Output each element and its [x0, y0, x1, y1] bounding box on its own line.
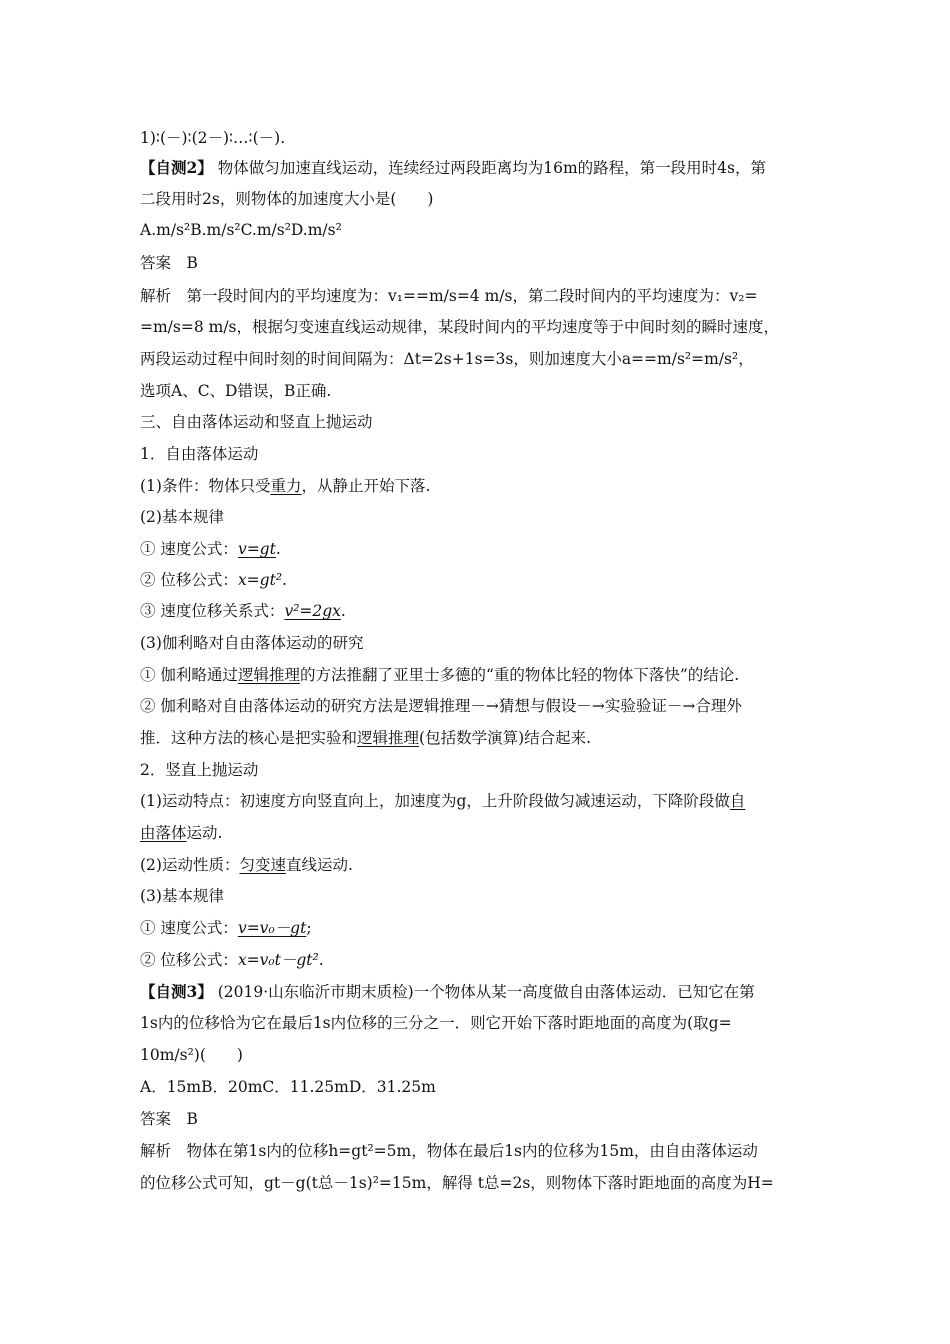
self-test-tag: 【自测2】: [140, 158, 213, 177]
analysis-line: 解析 第一段时间内的平均速度为：v₁==m/s=4 m/s，第二段时间内的平均速度为：v₂=: [140, 287, 758, 305]
answer-line: 答案 B: [140, 254, 198, 272]
subsection-heading: 2．竖直上抛运动: [140, 761, 259, 779]
fill-blank: v=gt: [237, 540, 276, 558]
text-line: [140, 665, 739, 685]
answer-options: A.m/s²B.m/s²C.m/s²D.m/s²: [140, 221, 342, 239]
text-span: (2)运动性质：: [140, 856, 240, 874]
subsection-heading: 1．自由落体运动: [140, 445, 259, 463]
text-span: 运动.: [186, 824, 223, 842]
text-span: (1)条件：物体只受: [140, 477, 271, 495]
text-line: ② 伽利略对自由落体运动的研究方法是逻辑推理－→猜想与假设－→实验验证－→合理外: [140, 697, 742, 715]
self-test-3-question: [140, 982, 755, 1002]
text-line: 1)∶(－)∶(2－)∶…∶(－).: [140, 129, 286, 147]
text-span: 物体做匀加速直线运动，连续经过两段距离均为16m的路程，第一段用时4s，第: [212, 159, 766, 177]
self-test-2-question: [140, 158, 766, 178]
text-span: (包括数学演算)结合起来.: [419, 729, 592, 747]
formula: x=gt²: [237, 571, 283, 589]
text-line: [140, 476, 430, 496]
text-span: 直线运动.: [285, 856, 353, 874]
text-span: ② 位移公式：: [140, 571, 238, 589]
text-line: (3)基本规律: [140, 887, 224, 905]
analysis-line: 解析 物体在第1s内的位移h=gt²=5m，物体在最后1s内的位移为15m，由自由落体运动: [140, 1142, 758, 1160]
formula: x=v₀t－gt²: [237, 951, 319, 969]
text-line: (2)基本规律: [140, 508, 224, 526]
text-span: .: [318, 951, 324, 969]
text-span: ③ 速度位移关系式：: [140, 602, 285, 620]
answer-line: 答案 B: [140, 1110, 198, 1128]
formula-line: [140, 918, 312, 938]
text-line: 1s内的位移恰为它在最后1s内位移的三分之一．则它开始下落时距地面的高度为(取g=: [140, 1014, 732, 1032]
answer-options: A．15mB．20mC．11.25mD．31.25m: [140, 1078, 436, 1096]
fill-blank: 逻辑推理: [237, 666, 300, 684]
text-line: [140, 728, 591, 748]
text-span: .: [340, 602, 346, 620]
fill-blank: 由落体: [140, 824, 187, 842]
fill-blank: v²=2gx: [284, 602, 341, 620]
formula-line: [140, 950, 324, 970]
text-span: .: [275, 540, 281, 558]
text-span: 的方法推翻了亚里士多德的“重的物体比轻的物体下落快”的结论.: [299, 666, 740, 684]
text-line: 两段运动过程中间时刻的时间间隔为：Δt=2s+1s=3s，则加速度大小a==m/s²=m/s²，: [140, 350, 754, 368]
section-heading: 三、自由落体运动和竖直上抛运动: [140, 413, 373, 431]
text-span: ① 伽利略通过: [140, 666, 238, 684]
text-span: .: [282, 571, 287, 589]
fill-blank: 逻辑推理: [357, 729, 420, 747]
text-span: 推．这种方法的核心是把实验和: [140, 729, 358, 747]
text-line: 的位移公式可知，gt－g(t总－1s)²=15m，解得 t总=2s，则物体下落时距地面的高度为H=: [140, 1174, 774, 1192]
text-line: 二段用时2s，则物体的加速度大小是( ): [140, 190, 434, 208]
text-span: (2019·山东临沂市期末质检)一个物体从某一高度做自由落体运动．已知它在第: [212, 983, 755, 1001]
text-line: 选项A、C、D错误，B正确.: [140, 382, 332, 400]
fill-blank: 匀变速: [239, 856, 286, 874]
fill-blank: 自: [729, 792, 746, 810]
text-span: ① 速度公式：: [140, 540, 238, 558]
text-line: [140, 823, 222, 843]
text-line: [140, 855, 353, 875]
text-span: ;: [306, 919, 312, 937]
fill-blank: v=v₀－gt: [237, 919, 307, 937]
text-span: ② 位移公式：: [140, 951, 238, 969]
text-line: [140, 791, 745, 811]
formula-line: [140, 539, 281, 559]
text-line: (3)伽利略对自由落体运动的研究: [140, 634, 364, 652]
formula-line: [140, 601, 346, 621]
text-span: ，从静止开始下落.: [301, 477, 431, 495]
fill-blank: 重力: [270, 477, 302, 495]
text-span: ① 速度公式：: [140, 919, 238, 937]
self-test-tag: 【自测3】: [140, 982, 213, 1001]
formula-line: [140, 570, 287, 590]
text-span: (1)运动特点：初速度方向竖直向上，加速度为g，上升阶段做匀减速运动，下降阶段做: [140, 792, 730, 810]
text-line: 10m/s²)( ): [140, 1046, 243, 1064]
text-line: =m/s=8 m/s，根据匀变速直线运动规律，某段时间内的平均速度等于中间时刻的瞬时速度，: [140, 318, 780, 336]
